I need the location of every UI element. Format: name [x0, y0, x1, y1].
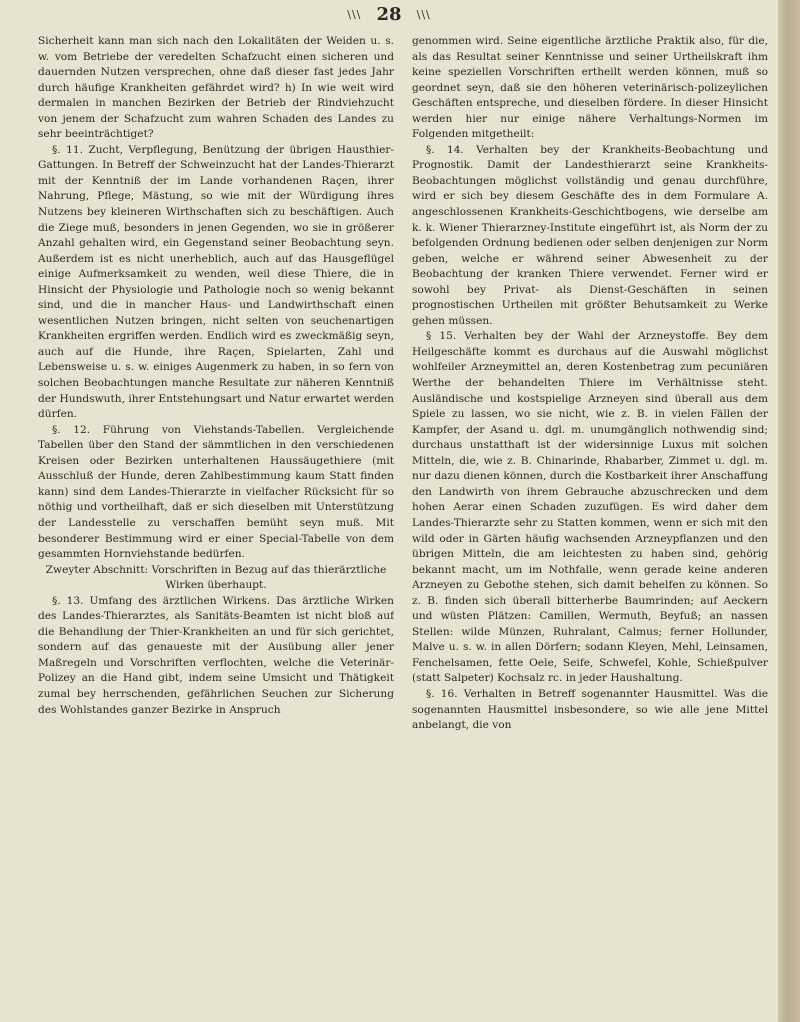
left-column	[38, 34, 394, 1014]
paragraph: genommen wird. Seine eigentliche ärztliche Praktik also, für die, als das Resultat seiner Kenntnisse und seiner Urtheilskraft ihm keine speziellen Vorschriften ertheilt werden können, muß so geordnet seyn, daß sie den höheren veterinärisch-polizeylichen Geschäften entspreche, und dieselben fördere. In dieser Hinsicht werden hier nur einige nähere Verhaltungs-Normen im Folgenden mitgetheilt:	[412, 35, 768, 141]
paragraph: Sicherheit kann man sich nach den Lokalitäten der Weiden u. s. w. vom Betriebe der veredelten Schafzucht einen sicheren und dauernden Nutzen versprechen, ohne daß dieser fast jedes Jahr durch häufige Krankheiten gefährdet wird? h) In wie weit wird dermalen in manchen Bezirken der Betrieb der Rindviehzucht von jenem der Schafzucht zum wahren Schaden des Landes zu sehr beeinträchtiget?	[38, 35, 394, 141]
chapter-heading: Zweyter Abschnitt: Vorschriften in Bezug auf das thierärztliche Wirken überhaupt.	[45, 563, 387, 592]
section-16: §. 16. Verhalten in Betreff sogenannter Hausmittel. Was die sogenannten Hausmittel insbesondere, so wie alle jene Mittel anbelangt, die von	[412, 687, 768, 732]
header-ornament-left: \\\	[347, 8, 362, 21]
section-11: §. 11. Zucht, Verpflegung, Benützung der übrigen Hausthier-Gattungen. In Betreff der Schweinzucht hat der Landes-Thierarzt mit der Kenntniß der im Lande vorhandenen Raçen, ihrer Nahrung, Pflege, Mästung, so wie mit der Würdigung ihres Nutzens bey kleineren Wirthschaften sich zu beschäftigen. Auch die Ziege muß, besonders in jenen Gegenden, wo sie in größerer Anzahl gehalten wird, ein Gegenstand seiner Beobachtung seyn. Außerdem ist es nicht unerheblich, auch auf das Hausgeflügel einige Aufmerksamkeit zu wenden, weil diese Thiere, die in Hinsicht der Physiologie und Pathologie noch so wenig bekannt sind, und die in mancher Haus- und Landwirthschaft einen wesentlichen Nutzen bringen, nicht selten von seuchenartigen Krankheiten ergriffen werden. Endlich wird es zweckmäßig seyn, auch auf die Hunde, ihre Raçen, Spielarten, Zahl und Lebensweise u. s. w. einiges Augenmerk zu haben, in so fern von solchen Beobachtungen manche Resultate zur näheren Kenntniß der Hundswuth, ihrer Entstehungsart und Natur erwartet werden dürfen.	[38, 143, 394, 421]
right-column	[412, 34, 768, 1014]
section-12: §. 12. Führung von Viehstands-Tabellen. Vergleichende Tabellen über den Stand der sämmtlichen in den verschiedenen Kreisen oder Bezirken unterhaltenen Haussäugethiere (mit Ausschluß der Hunde, deren Zahlbestimmung kaum Statt finden kann) sind dem Landes-Thierarzte in vielfacher Rücksicht für so nöthig und vortheilhaft, daß er sich dieselben mit Unterstützung der Landesstelle zu verschaffen bemüht seyn muß. Mit besonderer Bestimmung wird er einer Special-Tabelle von dem gesammten Hornviehstande bedürfen.	[38, 423, 394, 561]
page-number: 28	[376, 4, 402, 25]
section-14: §. 14. Verhalten bey der Krankheits-Beobachtung und Prognostik. Damit der Landesthierarzt seine Krankheits-Beobachtungen möglichst vollständig und genau durchführe, wird er sich bey diesem Geschäfte des in dem Formulare A. angeschlossenen Krankheits-Geschichtbogens, wie derselbe am k. k. Wiener Thierarzney-Institute eingeführt ist, als Norm der zu befolgenden Ordnung bedienen oder selben denjenigen zur Norm geben, welche er während seiner Abwesenheit zu der Beobachtung der kranken Thiere verwendet. Ferner wird er sowohl bey Privat- als Dienst-Geschäften in seinen prognostischen Urtheilen mit größter Behutsamkeit zu Werke gehen müssen.	[412, 143, 768, 327]
page-header	[0, 4, 778, 32]
page-edge	[778, 0, 800, 1022]
section-13: §. 13. Umfang des ärztlichen Wirkens. Das ärztliche Wirken des Landes-Thierarztes, als Sanitäts-Beamten ist nicht bloß auf die Behandlung der Thier-Krankheiten an und für sich gerichtet, sondern auf das genaueste mit der Ausübung aller jener Maßregeln und Vorschriften verflochten, welche die Veterinär-Polizey an die Hand gibt, indem seine Umsicht und Thätigkeit zumal bey herrschenden, gefährlichen Seuchen zur Sicherung des Wohlstandes ganzer Bezirke in Anspruch	[38, 594, 394, 716]
section-15: § 15. Verhalten bey der Wahl der Arzneystoffe. Bey dem Heilgeschäfte kommt es durchaus auf die Auswahl möglichst wohlfeiler Arzneymittel an, deren Kostenbetrag zum pecuniären Werthe der behandelten Thiere im Verhältnisse steht. Ausländische und kostspielige Arzneyen sind überall aus dem Spiele zu lassen, wo sie nicht, wie z. B. in vielen Fällen der Kampfer, der Asand u. dgl. m. unumgänglich nothwendig sind; durchaus unstatthaft ist der widersinnige Luxus mit solchen Mitteln, die, wie z. B. Chinarinde, Rhabarber, Zimmet u. dgl. m. nur dazu dienen können, durch die Kostbarkeit ihrer Anschaffung den Landwirth von ihrem Gebrauche abzuschrecken und dem hohen Aerar einen Schaden zuzufügen. Es wird daher dem Landes-Thierarzte sehr zu Statten kommen, wenn er sich mit den wild oder in Gärten häufig wachsenden Arzneypflanzen und den übrigen Mitteln, die am leichtesten zu haben sind, gehörig bekannt macht, um im Nothfalle, wenn gerade keine anderen Arzneyen zu Gebothe stehen, sich damit behelfen zu können. So z. B. finden sich überall bitterherbe Baumrinden; auf Aeckern und wüsten Plätzen: Camillen, Wermuth, Beyfuß; an nassen Stellen: wilde Münzen, Ruhralant, Calmus; ferner Hollunder, Malve u. s. w. in allen Dörfern; sodann Kleyen, Mehl, Leinsamen, Fenchelsamen, fette Oele, Seife, Schwefel, Kohle, Schießpulver (statt Salpeter) Kochsalz rc. in jeder Haushaltung.	[412, 330, 768, 685]
header-ornament-right: \\\	[416, 8, 431, 21]
